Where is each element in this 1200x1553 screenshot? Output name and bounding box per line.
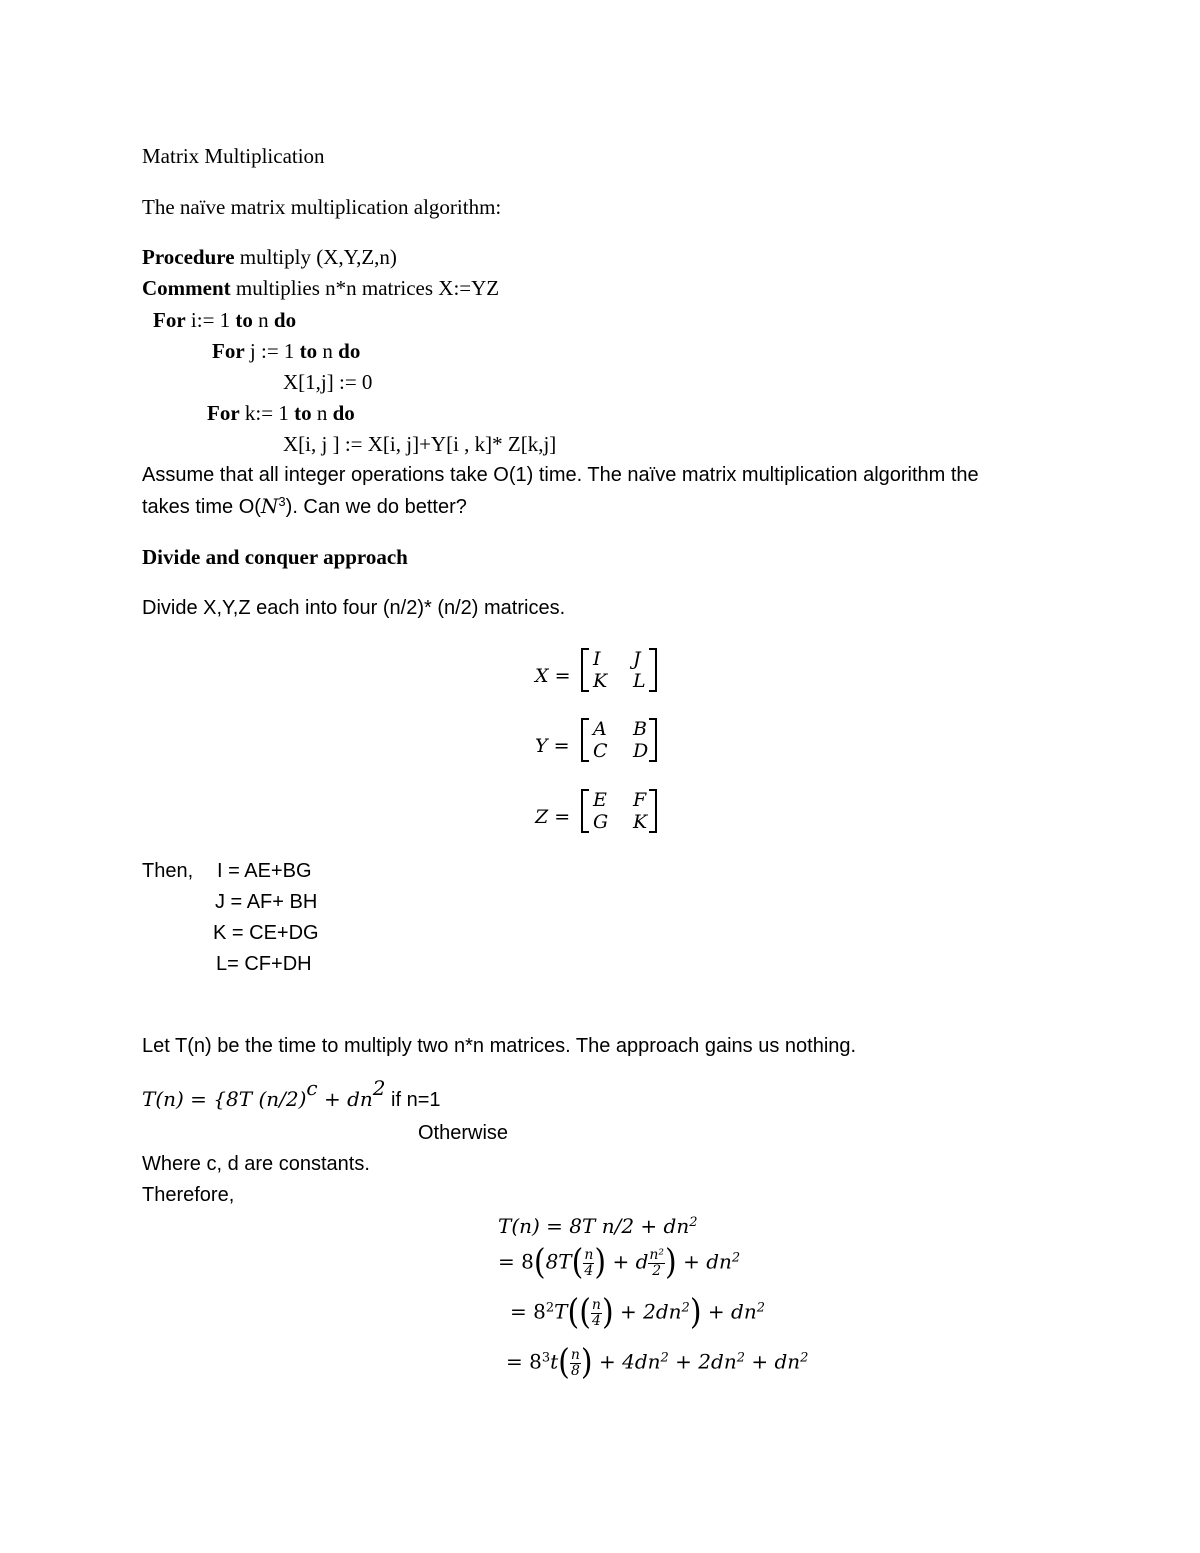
where-text: Where c, d are constants. — [142, 1153, 370, 1175]
divide-text: Divide X,Y,Z each into four (n/2)* (n/2) matrices. — [142, 597, 566, 619]
fraction-numerator: n — [591, 1297, 601, 1313]
loop-j-line — [212, 341, 360, 362]
matrix-lhs: Z = — [535, 806, 571, 828]
derivation-line-1 — [498, 1216, 698, 1236]
procedure-line — [142, 247, 397, 268]
fraction-numerator: n — [570, 1347, 580, 1363]
exponent: 3 — [278, 493, 286, 509]
exponent: 2 — [800, 1350, 809, 1366]
for-keyword: For — [212, 339, 245, 363]
matrix-brackets — [581, 789, 657, 833]
equation-k: K = CE+DG — [213, 922, 319, 944]
derivation-text: + 2dn — [613, 1299, 682, 1324]
section-heading-text: Divide and conquer approach — [142, 545, 408, 569]
derivation-text: t — [550, 1349, 559, 1374]
loop-j-bound: n — [317, 339, 339, 363]
exponent: 2 — [681, 1300, 690, 1316]
assume-text-b: ). Can we do better? — [285, 496, 467, 518]
exponent: 2 — [736, 1350, 745, 1366]
equation-l: L= CF+DH — [216, 953, 312, 975]
do-keyword: do — [338, 339, 361, 363]
then-label: Then, — [142, 860, 194, 882]
derivation-line-4: = $8^3t$( $\frac{n}{8}$ ) + $4dn^2 + 2dn^2 + dn^2$ — [506, 1342, 809, 1383]
matrix-brackets — [581, 648, 657, 692]
for-keyword: For — [207, 401, 240, 425]
matrix-cell: L — [633, 670, 646, 692]
intro-text: The naïve matrix multiplication algorithm: — [142, 195, 502, 219]
exponent: 2 — [689, 1214, 698, 1230]
for-keyword: For — [153, 308, 186, 332]
assume-line-2 — [142, 493, 467, 518]
comment-line — [142, 278, 499, 299]
to-keyword: to — [294, 401, 312, 425]
loop-i-line — [153, 310, 296, 331]
matrix-cell: K — [593, 670, 608, 692]
do-keyword: do — [332, 401, 355, 425]
equation-j: J = AF+ BH — [215, 891, 318, 913]
assign-sum-line: X[i, j ] := X[i, j]+Y[i , k]* Z[k,j] — [283, 432, 557, 456]
fraction-numerator: n — [584, 1247, 594, 1263]
to-keyword: to — [299, 339, 318, 363]
comment-keyword: Comment — [142, 276, 231, 300]
matrix-cell: D — [633, 740, 649, 762]
loop-j-range: j := 1 — [244, 339, 300, 363]
matrix-cell: E — [593, 789, 607, 811]
matrix-lhs: Y = — [535, 735, 570, 757]
fraction-numerator: n² — [649, 1247, 665, 1263]
derivation-text: + 4dn — [592, 1349, 661, 1374]
derivation-text: + 2dn — [668, 1349, 737, 1374]
loop-i-range: i:= 1 — [185, 308, 236, 332]
assume-line-1: Assume that all integer operations take O(1) time. The naïve matrix multiplication algorithm the — [142, 464, 979, 486]
symbol-n: N — [260, 494, 279, 518]
recurrence-condition: if n=1 — [385, 1089, 441, 1111]
exponent: 2 — [545, 1300, 555, 1316]
derivation-line-3: = $8^2T$(( $\frac{n}{4}$ ) + $2dn^2) + dn^2$ — [510, 1292, 765, 1333]
loop-k-range: k:= 1 — [239, 401, 295, 425]
matrix-cell: J — [633, 648, 641, 670]
loop-k-bound: n — [311, 401, 333, 425]
exponent: 2 — [731, 1250, 741, 1266]
fraction-denominator: 4 — [584, 1262, 594, 1279]
derivation-text: = 8 — [498, 1249, 534, 1274]
page-title: Matrix Multiplication — [142, 144, 325, 168]
matrix-cell: G — [593, 811, 609, 833]
loop-k-line — [207, 403, 355, 424]
matrix-cell: C — [593, 740, 608, 762]
matrix-cell: F — [633, 789, 647, 811]
matrix-cell: I — [593, 648, 601, 670]
assign-zero-line: X[1,j] := 0 — [283, 370, 373, 394]
matrix-brackets — [581, 718, 657, 762]
derivation-text: T — [554, 1299, 568, 1324]
assume-text-a: takes time O( — [142, 496, 261, 518]
derivation-text: + dn — [744, 1349, 801, 1374]
matrix-cell: B — [633, 718, 647, 740]
do-keyword: do — [273, 308, 297, 332]
matrix-cell: A — [593, 718, 607, 740]
fraction-denominator: 2 — [652, 1262, 662, 1279]
therefore-text: Therefore, — [142, 1184, 235, 1206]
matrix-cell: K — [633, 811, 648, 833]
exponent: 2 — [756, 1300, 765, 1316]
derivation-text: + dn — [701, 1299, 757, 1324]
exponent: c — [306, 1076, 318, 1100]
loop-i-bound: n — [252, 308, 274, 332]
recurrence-lhs: T(n) = {8T (n/2) — [142, 1087, 307, 1111]
exponent: 2 — [372, 1076, 386, 1100]
procedure-signature: multiply (X,Y,Z,n) — [234, 245, 397, 269]
fraction-denominator: 4 — [591, 1312, 601, 1329]
derivation-text: + dn — [676, 1249, 732, 1274]
derivation-text: T(n) = 8T n/2 + dn — [498, 1214, 690, 1238]
recurrence-otherwise: Otherwise — [418, 1122, 509, 1144]
recurrence-line — [142, 1076, 441, 1111]
derivation-text: = 8 — [506, 1349, 542, 1374]
procedure-keyword: Procedure — [142, 245, 235, 269]
derivation-text: 8T — [545, 1249, 572, 1274]
recurrence-mid: + dn — [317, 1087, 373, 1111]
exponent: 2 — [660, 1350, 669, 1366]
derivation-line-2: = 8(8T( $\frac{n}{4}$ ) + d $\frac{\text{n²}}{2}$ ) + $dn^2$ — [498, 1242, 741, 1283]
to-keyword: to — [235, 308, 253, 332]
comment-text: multiplies n*n matrices X:=YZ — [230, 276, 500, 300]
equation-i: I = AE+BG — [217, 860, 312, 882]
section-heading — [142, 547, 408, 568]
exponent: 3 — [541, 1350, 551, 1366]
derivation-text: = 8 — [510, 1299, 546, 1324]
matrix-lhs: X = — [535, 665, 571, 687]
derivation-text: + d — [606, 1249, 649, 1274]
let-text: Let T(n) be the time to multiply two n*n matrices. The approach gains us nothing. — [142, 1035, 857, 1057]
fraction-denominator: 8 — [570, 1362, 580, 1379]
